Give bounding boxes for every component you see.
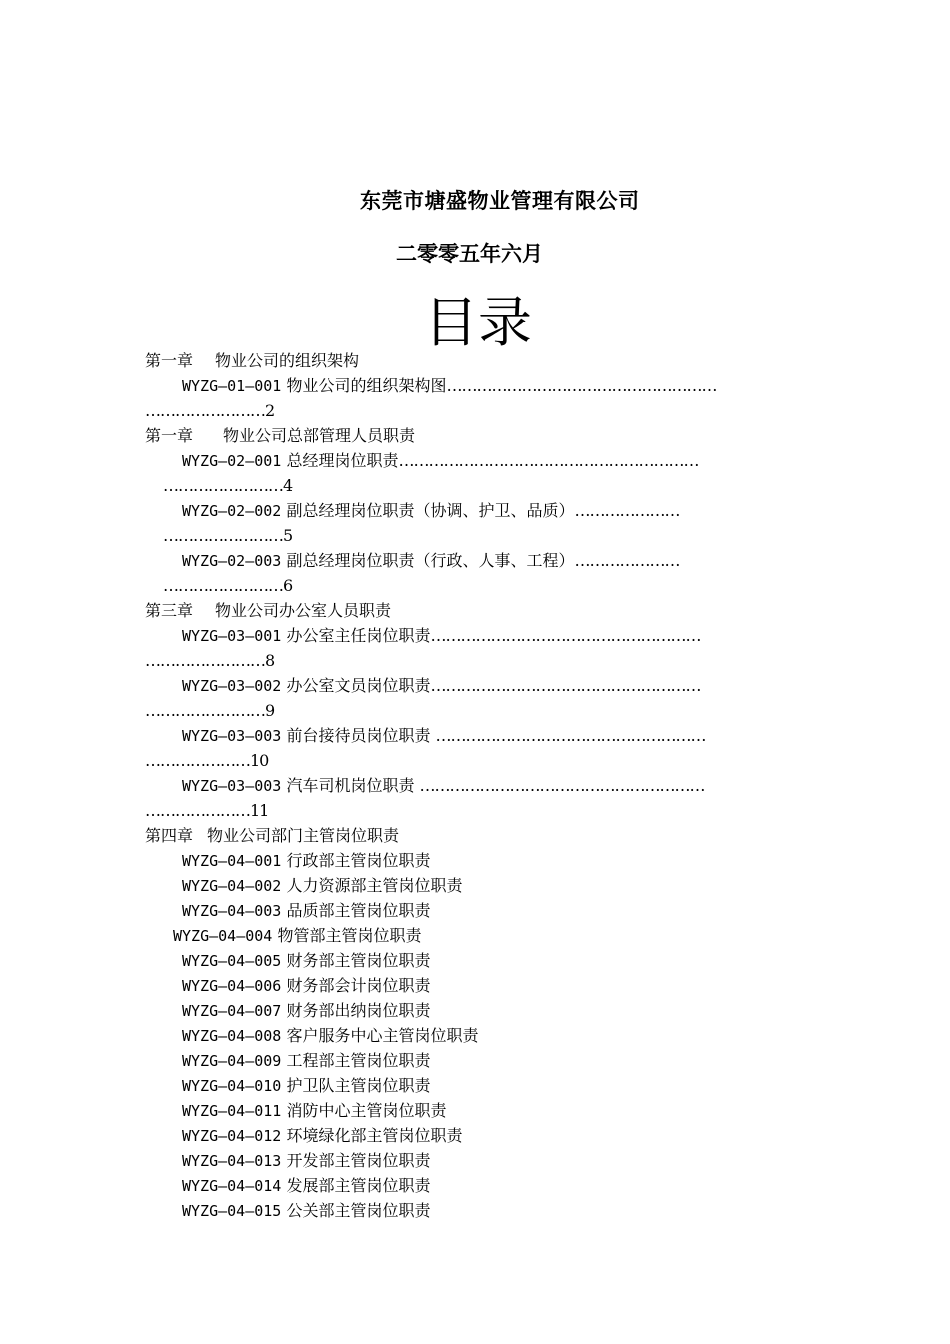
toc-entry[interactable]	[145, 973, 807, 998]
company-name: 东莞市塘盛物业管理有限公司	[360, 189, 640, 213]
entry-code: WYZG—04—005	[182, 952, 282, 970]
toc-entry[interactable]	[145, 1148, 807, 1173]
entry-code: WYZG—04—007	[182, 1002, 282, 1020]
toc-entry[interactable]	[145, 448, 807, 473]
toc-entry-page-line	[145, 523, 807, 548]
dot-leader: ………………………………………………	[430, 676, 701, 695]
entry-title: 客户服务中心主管岗位职责	[286, 1026, 479, 1045]
chapter-number: 第一章	[145, 351, 194, 370]
toc-entry[interactable]	[145, 1173, 807, 1198]
entry-code: WYZG—03—003	[182, 777, 282, 795]
entry-title: 物业公司的组织架构图	[286, 376, 447, 395]
page-number-leader: ……………………8	[145, 651, 275, 670]
toc-entry[interactable]	[145, 1073, 807, 1098]
entry-code: WYZG—03—003	[182, 727, 282, 745]
chapter-title: 物业公司办公室人员职责	[215, 601, 392, 620]
dot-leader: …………………………………………………	[419, 776, 705, 795]
entry-title: 副总经理岗位职责（行政、人事、工程）	[286, 551, 575, 570]
entry-title: 发展部主管岗位职责	[286, 1176, 431, 1195]
entry-code: WYZG—04—013	[182, 1152, 282, 1170]
entry-code: WYZG—04—015	[182, 1202, 282, 1220]
toc-title: 目录	[424, 291, 532, 354]
entry-code: WYZG—04—012	[182, 1127, 282, 1145]
entry-title: 总经理岗位职责	[286, 451, 399, 470]
dot-leader: ………………………………………………	[446, 376, 717, 395]
entry-code: WYZG—03—001	[182, 627, 282, 645]
page-number-leader: …………………10	[145, 751, 269, 770]
entry-code: WYZG—04—009	[182, 1052, 282, 1070]
entry-code: WYZG—01—001	[182, 377, 282, 395]
toc-entry[interactable]	[145, 898, 807, 923]
dot-leader: …………………	[574, 501, 680, 520]
document-date: 二零零五年六月	[396, 242, 543, 266]
page-number-leader: …………………11	[145, 801, 269, 820]
dot-leader: ……………………………………………………	[398, 451, 699, 470]
toc-entry[interactable]	[145, 923, 807, 948]
page-number-leader: ……………………2	[145, 401, 275, 420]
entry-title: 财务部出纳岗位职责	[286, 1001, 431, 1020]
toc-chapter	[145, 423, 807, 448]
toc-entry[interactable]	[145, 1198, 807, 1223]
dot-leader: ………………………………………………	[430, 626, 701, 645]
entry-title: 办公室主任岗位职责	[286, 626, 431, 645]
toc-entry[interactable]	[145, 773, 807, 798]
entry-title: 物管部主管岗位职责	[277, 926, 422, 945]
toc-entry-page-line	[145, 698, 807, 723]
toc-entry[interactable]	[145, 998, 807, 1023]
page-number-leader: ……………………9	[145, 701, 275, 720]
toc-entry[interactable]	[145, 1023, 807, 1048]
toc-entry[interactable]	[145, 723, 807, 748]
entry-code: WYZG—04—006	[182, 977, 282, 995]
entry-code: WYZG—02—003	[182, 552, 282, 570]
page-number-leader: ……………………6	[163, 576, 293, 595]
entry-code: WYZG—04—002	[182, 877, 282, 895]
entry-code: WYZG—02—001	[182, 452, 282, 470]
chapter-title: 物业公司的组织架构	[215, 351, 360, 370]
table-of-contents	[145, 348, 807, 1223]
entry-title: 汽车司机岗位职责	[286, 776, 415, 795]
entry-code: WYZG—04—010	[182, 1077, 282, 1095]
toc-entry[interactable]	[145, 623, 807, 648]
entry-code: WYZG—04—011	[182, 1102, 282, 1120]
chapter-title: 物业公司总部管理人员职责	[223, 426, 416, 445]
toc-entry-page-line	[145, 748, 807, 773]
chapter-title: 物业公司部门主管岗位职责	[207, 826, 400, 845]
entry-code: WYZG—04—003	[182, 902, 282, 920]
toc-entry[interactable]	[145, 873, 807, 898]
entry-title: 办公室文员岗位职责	[286, 676, 431, 695]
entry-code: WYZG—02—002	[182, 502, 282, 520]
toc-entry[interactable]	[145, 673, 807, 698]
entry-title: 品质部主管岗位职责	[286, 901, 431, 920]
toc-entry[interactable]	[145, 498, 807, 523]
entry-title: 人力资源部主管岗位职责	[286, 876, 463, 895]
toc-entry[interactable]	[145, 1048, 807, 1073]
toc-entry[interactable]	[145, 948, 807, 973]
entry-code: WYZG—04—014	[182, 1177, 282, 1195]
dot-leader: ………………………………………………	[435, 726, 706, 745]
entry-title: 行政部主管岗位职责	[286, 851, 431, 870]
entry-code: WYZG—04—004	[173, 927, 273, 945]
entry-title: 财务部会计岗位职责	[286, 976, 431, 995]
chapter-number: 第四章	[145, 826, 194, 845]
toc-entry-page-line	[145, 473, 807, 498]
toc-chapter	[145, 598, 807, 623]
entry-title: 开发部主管岗位职责	[286, 1151, 431, 1170]
chapter-number: 第三章	[145, 601, 194, 620]
entry-title: 前台接待员岗位职责	[286, 726, 431, 745]
toc-entry[interactable]	[145, 548, 807, 573]
toc-entry[interactable]	[145, 1123, 807, 1148]
toc-entry[interactable]	[145, 373, 807, 398]
toc-entry-page-line	[145, 648, 807, 673]
toc-chapter	[145, 823, 807, 848]
entry-code: WYZG—03—002	[182, 677, 282, 695]
page-number-leader: ……………………5	[163, 526, 293, 545]
entry-title: 工程部主管岗位职责	[286, 1051, 431, 1070]
chapter-number: 第一章	[145, 426, 194, 445]
toc-entry-page-line	[145, 398, 807, 423]
toc-entry[interactable]	[145, 848, 807, 873]
entry-title: 环境绿化部主管岗位职责	[286, 1126, 463, 1145]
toc-entry-page-line	[145, 798, 807, 823]
entry-code: WYZG—04—001	[182, 852, 282, 870]
entry-title: 副总经理岗位职责（协调、护卫、品质）	[286, 501, 575, 520]
page-number-leader: ……………………4	[163, 476, 293, 495]
entry-title: 护卫队主管岗位职责	[286, 1076, 431, 1095]
toc-entry-page-line	[145, 573, 807, 598]
entry-title: 消防中心主管岗位职责	[286, 1101, 447, 1120]
entry-title: 公关部主管岗位职责	[286, 1201, 431, 1220]
toc-chapter	[145, 348, 807, 373]
entry-title: 财务部主管岗位职责	[286, 951, 431, 970]
dot-leader: …………………	[574, 551, 680, 570]
toc-entry[interactable]	[145, 1098, 807, 1123]
entry-code: WYZG—04—008	[182, 1027, 282, 1045]
